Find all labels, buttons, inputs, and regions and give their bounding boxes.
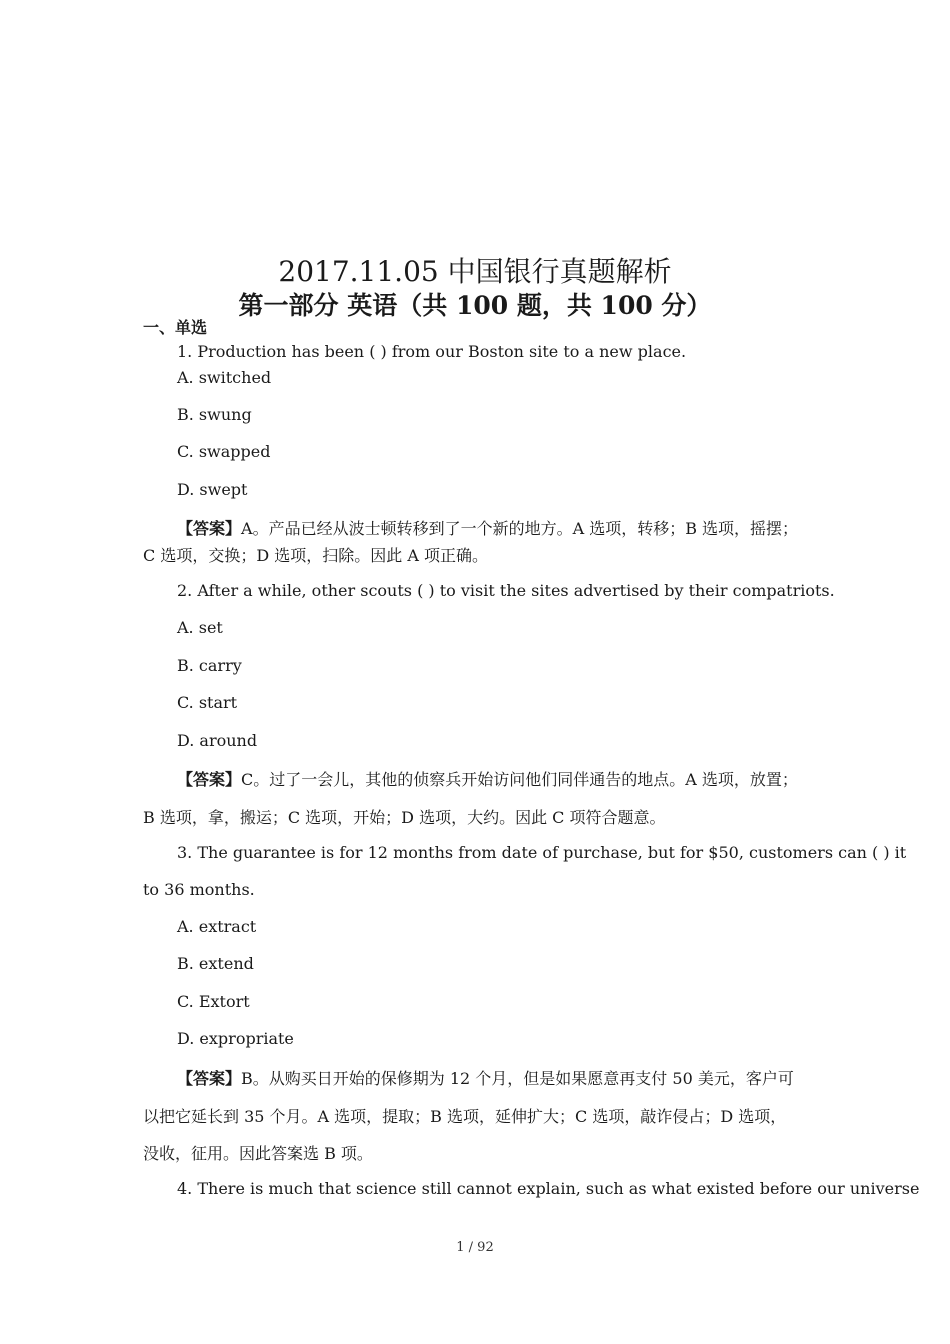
answer-continuation: 以把它延长到 35 个月。A 选项，提取；B 选项，延伸扩大；C 选项，敲诈侵占；D 选项， bbox=[143, 1107, 787, 1126]
question-stem: 2. After a while, other scouts ( ) to visit the sites advertised by their compatriots. bbox=[177, 581, 835, 600]
option-b: B. swung bbox=[177, 405, 252, 424]
option-a: A. extract bbox=[177, 917, 257, 936]
option-d: D. swept bbox=[177, 480, 248, 499]
option-c: C. start bbox=[177, 693, 238, 712]
answer-text: C。过了一会儿，其他的侦察兵开始访问他们同伴通告的地点。A 选项，放置； bbox=[241, 770, 798, 789]
answer-label: 【答案】 bbox=[177, 1069, 242, 1088]
answer-label: 【答案】 bbox=[177, 770, 242, 789]
page-subtitle: 第一部分 英语（共 100 题，共 100 分） bbox=[238, 291, 712, 320]
answer-label: 【答案】 bbox=[177, 519, 242, 538]
answer-continuation: B 选项，拿，搬运；C 选项，开始；D 选项，大约。因此 C 项符合题意。 bbox=[143, 808, 666, 827]
option-d: D. around bbox=[177, 731, 258, 750]
option-b: B. extend bbox=[177, 954, 254, 973]
option-c: C. Extort bbox=[177, 992, 250, 1011]
answer-text: A。产品已经从波士顿转移到了一个新的地方。A 选项，转移；B 选项，摇摆； bbox=[241, 519, 799, 538]
option-b: B. carry bbox=[177, 656, 242, 675]
answer-line bbox=[177, 1066, 794, 1089]
question-stem-continuation: to 36 months. bbox=[143, 880, 255, 899]
question-stem: 1. Production has been ( ) from our Boston site to a new place. bbox=[177, 342, 687, 361]
page-title: 2017.11.05 中国银行真题解析 bbox=[278, 255, 672, 288]
answer-continuation: 没收，征用。因此答案选 B 项。 bbox=[143, 1144, 373, 1163]
answer-text: B。从购买日开始的保修期为 12 个月，但是如果愿意再支付 50 美元，客户可 bbox=[241, 1069, 794, 1088]
option-a: A. switched bbox=[177, 368, 272, 387]
answer-line bbox=[177, 516, 798, 539]
option-c: C. swapped bbox=[177, 442, 271, 461]
option-d: D. expropriate bbox=[177, 1029, 294, 1048]
answer-line bbox=[177, 767, 798, 790]
answer-continuation: C 选项，交换；D 选项，扫除。因此 A 项正确。 bbox=[143, 546, 488, 565]
question-stem: 4. There is much that science still cannot explain, such as what existed before our universe bbox=[177, 1179, 920, 1198]
section-heading: 一、单选 bbox=[143, 318, 208, 337]
page-number: 1 / 92 bbox=[456, 1240, 494, 1255]
question-stem: 3. The guarantee is for 12 months from date of purchase, but for $50, customers can ( ) it bbox=[177, 843, 907, 862]
option-a: A. set bbox=[177, 618, 223, 637]
